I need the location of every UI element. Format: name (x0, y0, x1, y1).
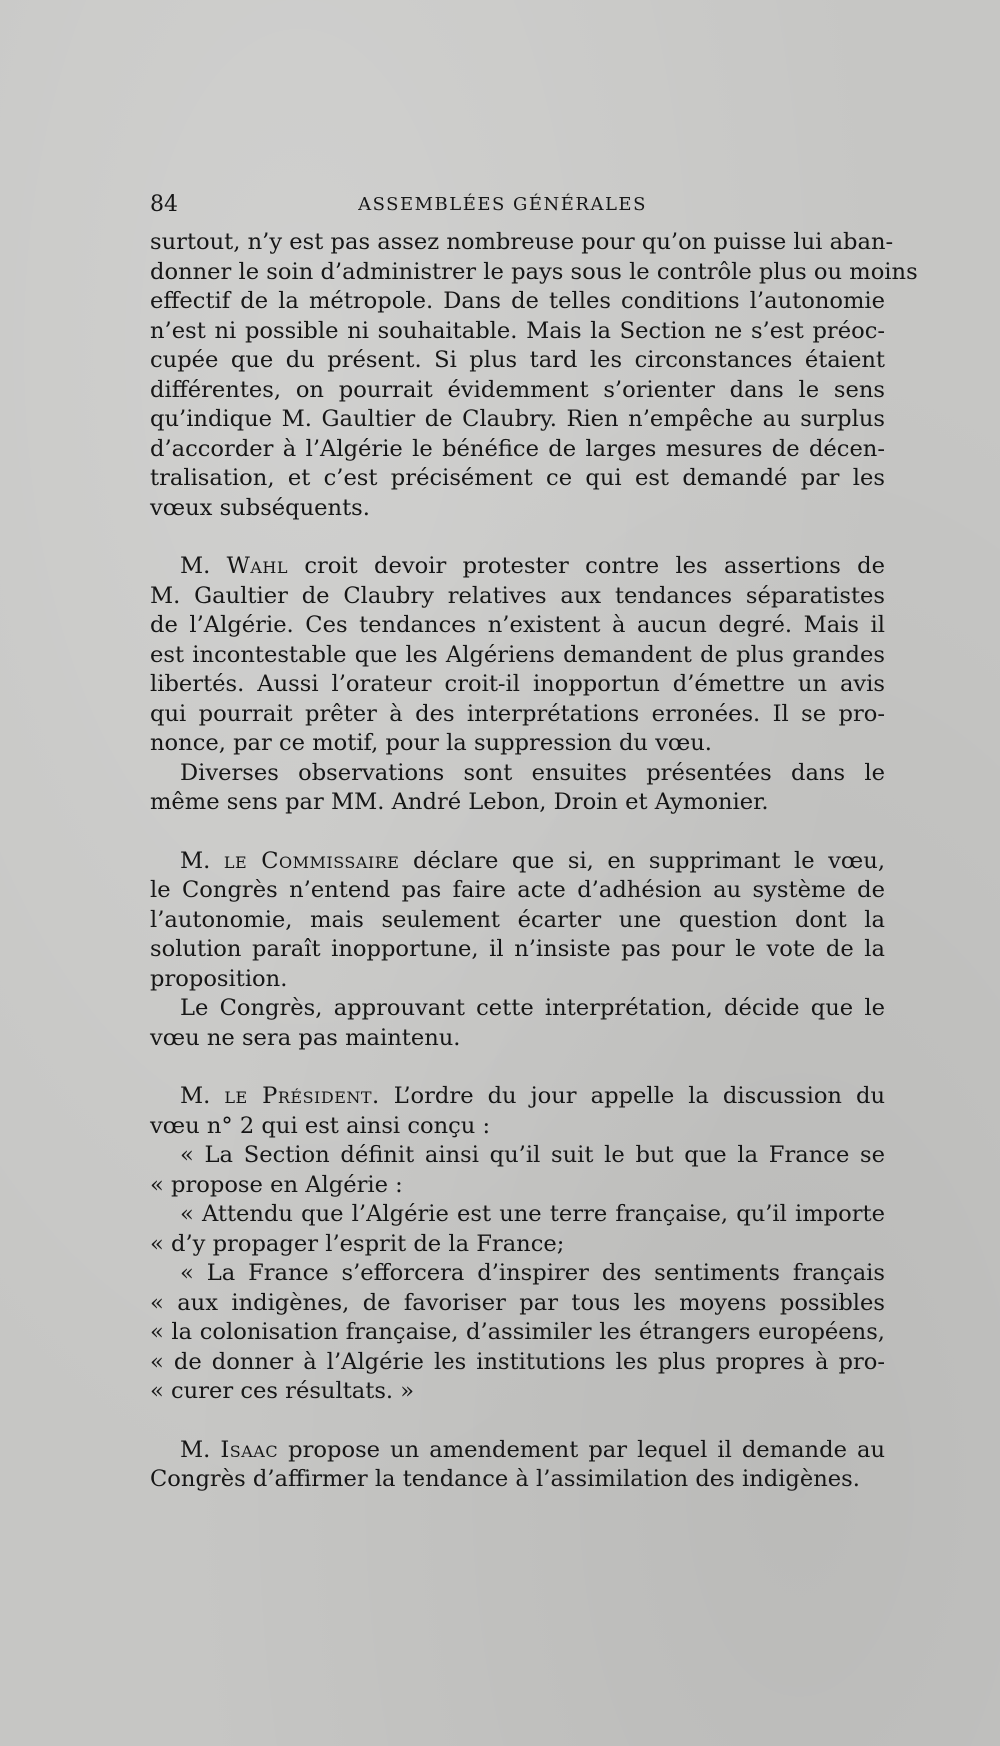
text-line: le Congrès n’entend pas faire acte d’adhésion au système de (150, 877, 885, 903)
quote-line: « propose en Algérie : (150, 1171, 403, 1198)
text-line: qu’indique M. Gaultier de Claubry. Rien n’empêche au surplus (150, 406, 885, 432)
quote-line: « aux indigènes, de favoriser par tous les moyens possibles (150, 1289, 885, 1316)
paragraph-commissaire (150, 847, 885, 995)
paragraph-wahl (150, 552, 885, 759)
text-line: proposition. (150, 965, 288, 992)
quote-line: « La France s’efforcera d’inspirer des sentiments français (180, 1260, 885, 1286)
text-line: n’est ni possible ni souhaitable. Mais la Section ne s’est préoc- (150, 317, 885, 344)
speaker-prefix: M. (180, 1436, 221, 1463)
text-fragment: propose un amendement par lequel il demande au (278, 1436, 886, 1463)
text-line: vœu ne sera pas maintenu. (150, 1024, 461, 1051)
running-title: ASSEMBLÉES GÉNÉRALES (358, 194, 647, 215)
text-line (150, 847, 885, 877)
quote-line: « La Section définit ainsi qu’il suit le but que la France se (180, 1142, 885, 1168)
text-line (150, 1082, 885, 1112)
speaker-name: le Président. (224, 1083, 380, 1109)
paragraph-president (150, 1082, 885, 1141)
speaker-prefix: M. (180, 553, 227, 579)
text-line: l’autonomie, mais seulement écarter une question dont la (150, 906, 885, 933)
book-page (150, 192, 918, 1495)
text-line: donner le soin d’administrer le pays sous le contrôle plus ou moins (150, 258, 918, 285)
text-line: solution paraît inopportune, il n’insiste pas pour le vote de la (150, 936, 885, 962)
quote-line: « de donner à l’Algérie les institutions les plus propres à pro- (150, 1348, 885, 1375)
text-line: tralisation, et c’est précisément ce qui est demandé par les (150, 465, 885, 491)
text-line: d’accorder à l’Algérie le bénéfice de larges mesures de décen- (150, 435, 885, 462)
paragraph-isaac (150, 1436, 885, 1495)
quote-line: « d’y propager l’esprit de la France; (150, 1230, 565, 1257)
text-line: cupée que du présent. Si plus tard les circonstances étaient (150, 347, 885, 373)
text-line: Diverses observations sont ensuites présentées dans le (180, 759, 885, 786)
text-line: qui pourrait prêter à des interprétations erronées. Il se pro- (150, 700, 885, 727)
quote-line: « curer ces résultats. » (150, 1378, 415, 1404)
text-line: effectif de la métropole. Dans de telles conditions l’autonomie (150, 288, 885, 314)
text-fragment: croit devoir protester contre les assertions de (288, 553, 886, 579)
text-line: vœu n° 2 qui est ainsi conçu : (150, 1112, 491, 1139)
quote-line: « la colonisation française, d’assimiler les étrangers européens, (150, 1319, 885, 1345)
speaker-name: Isaac (220, 1436, 279, 1463)
text-line (150, 552, 885, 582)
text-line: est incontestable que les Algériens demandent de plus grandes (150, 641, 885, 668)
speaker-prefix: M. (180, 847, 224, 874)
page-number: 84 (150, 192, 178, 217)
text-line: Le Congrès, approuvant cette interprétation, décide que le (180, 995, 885, 1021)
quoted-resolution (150, 1141, 885, 1407)
text-line: surtout, n’y est pas assez nombreuse pour qu’on puisse lui aban- (150, 229, 894, 255)
text-line: de l’Algérie. Ces tendances n’existent à aucun degré. Mais il (150, 612, 885, 638)
text-line: même sens par MM. André Lebon, Droin et Aymonier. (150, 789, 769, 815)
text-fragment: L’ordre du jour appelle la discussion du (379, 1083, 886, 1109)
paragraph-observations (150, 759, 885, 818)
text-line (150, 1436, 885, 1466)
text-line: libertés. Aussi l’orateur croit-il inopportun d’émettre un avis (150, 671, 885, 697)
running-head (150, 192, 885, 222)
speaker-name: Wahl (226, 553, 289, 579)
text-line: différentes, on pourrait évidemment s’orienter dans le sens (150, 376, 885, 403)
quote-line: « Attendu que l’Algérie est une terre française, qu’il importe (180, 1201, 885, 1227)
speaker-name: le Commissaire (223, 847, 400, 874)
text-line: vœux subséquents. (150, 494, 370, 521)
paragraph-congres (150, 994, 885, 1053)
text-line: M. Gaultier de Claubry relatives aux tendances séparatistes (150, 582, 885, 609)
paragraph-continuation (150, 228, 918, 523)
speaker-prefix: M. (180, 1083, 225, 1109)
text-line: nonce, par ce motif, pour la suppression du vœu. (150, 730, 712, 756)
text-fragment: déclare que si, en supprimant le vœu, (399, 847, 886, 874)
text-line: Congrès d’affirmer la tendance à l’assimilation des indigènes. (150, 1466, 860, 1492)
